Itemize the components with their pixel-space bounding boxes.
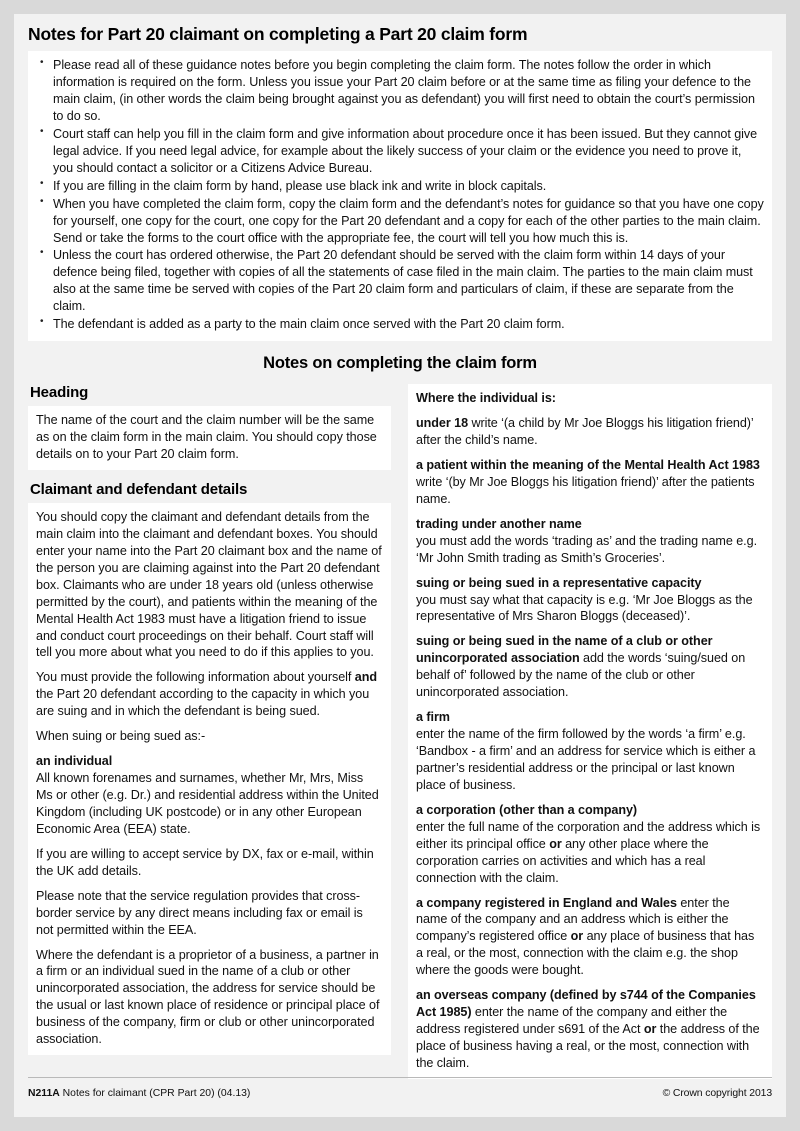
- details-section-title: Claimant and defendant details: [30, 480, 248, 498]
- capacity-entry-term: suing or being sued in a representative capacity: [416, 575, 702, 590]
- spacer: [28, 470, 391, 481]
- capacity-entry-text: you must say what that capacity is e.g. ‘Mr Joe Bloggs as the representative of Mrs Sharon Bloggs (deceased)’.: [416, 592, 753, 624]
- right-intro-text: Where the individual is:: [416, 391, 556, 406]
- details-p2-bold: and: [354, 670, 377, 685]
- details-paragraph-1: You should copy the claimant and defendant details from the main claim into the claimant and defendant boxes. You should enter your name into the Part 20 claimant box and the name of the person you are claiming against into the Part 20 defendant box. Claimants who are under 18 years old (unless otherwise permitted by the court), and patients within the meaning of the Mental Health Act 1983 must have a litigation friend to issue and conduct court proceedings on their behalf. Court staff will tell you more about what you need to do if this applies to you.: [36, 509, 382, 660]
- heading-section-box: [28, 406, 391, 470]
- heading-section-title: Heading: [30, 384, 89, 402]
- left-column: [28, 384, 391, 1055]
- capacity-entry-term-mid: or: [549, 836, 562, 851]
- capacity-entry-term: a corporation (other than a company): [416, 802, 638, 817]
- page-title: Notes for Part 20 claimant on completing a Part 20 claim form: [28, 24, 528, 44]
- list-item: • The defendant is added as a party to the main claim once served with the Part 20 claim form.: [36, 316, 764, 333]
- heading-section-body: The name of the court and the claim number will be the same as on the claim form in the main claim. You should copy those details on to your Part 20 claim form.: [36, 413, 377, 461]
- individual-label: [36, 753, 383, 770]
- capacity-entry-text: write ‘(by Mr Joe Bloggs his litigation friend)’ after the patients name.: [416, 474, 755, 506]
- capacity-entry: [416, 709, 764, 794]
- capacity-entry-term-mid: or: [570, 929, 584, 944]
- capacity-entry-term: a patient within the meaning of the Mental Health Act 1983: [416, 457, 760, 472]
- list-item: • Unless the court has ordered otherwise, the Part 20 defendant should be served with the claim form within 14 days of your defence being filed, together with copies of all the statements of case filed in the main claim. The parties to the main claim must also at the same time be served with copies of the Part 20 claim form and particulars of claim, if these are separate from the claim.: [36, 247, 764, 315]
- capacity-entry-term: a firm: [416, 710, 450, 725]
- capacity-entry: [416, 895, 764, 980]
- details-paragraph-5: If you are willing to accept service by DX, fax or e-mail, within the UK add details.: [36, 846, 374, 878]
- footer-form-code: N211A: [28, 1087, 60, 1099]
- right-intro: [416, 390, 764, 407]
- list-item: • If you are filling in the claim form by hand, please use black ink and write in block capitals.: [36, 178, 764, 195]
- section-banner: Notes on completing the claim form: [263, 354, 537, 373]
- details-p2-post: the Part 20 defendant according to the capacity in which you are suing and in which the defendant is being sued.: [36, 687, 370, 719]
- capacity-entry-text: you must add the words ‘trading as’ and the trading name e.g. ‘Mr John Smith trading as Smith’s Groceries’.: [416, 533, 758, 565]
- capacity-entry: [416, 516, 764, 567]
- guidance-notes-box: [28, 51, 772, 341]
- details-p2-pre: You must provide the following information about yourself: [36, 670, 355, 685]
- capacity-entry-text-2: the address of the place of business having a real, or the most, connection with the claim.: [416, 1022, 760, 1070]
- details-section-box: [28, 503, 391, 1055]
- capacity-entry-text: enter the name of the firm followed by the words ‘a firm’ e.g. ‘Bandbox - a firm’ and an address for service which is either a partner’s residential address or the principal or last known place of business.: [416, 727, 756, 792]
- capacity-entry: [416, 415, 764, 449]
- details-paragraph-7: Where the defendant is a proprietor of a business, a partner in a firm or an individual sued in the name of a club or other unincorporated association, the address for service should be the usual or last known place of residence or principal place of business of the company, firm or club or other unincorporated association.: [36, 947, 380, 1047]
- details-paragraph-4: All known forenames and surnames, whether Mr, Mrs, Miss Ms or other (e.g. Dr.) and residential address within the United Kingdom (including UK postcode) or in any other European Economic Area (EEA) state.: [36, 771, 379, 836]
- individual-label-text: an individual: [36, 754, 113, 769]
- capacity-entry-term-mid: or: [643, 1022, 657, 1037]
- capacity-entry-text-2: any other place where the corporation carries on activities and which has a real connection with the claim.: [416, 836, 709, 885]
- two-column-body: [28, 384, 772, 1079]
- footer-form-reference: [28, 1088, 250, 1099]
- capacity-entry: [416, 457, 764, 508]
- form-page: [14, 14, 786, 1117]
- capacity-entry-text: enter the name of the company and an address which is either the company’s registered office: [416, 895, 730, 944]
- footer-form-title: Notes for claimant (CPR Part 20) (04.13): [62, 1087, 251, 1099]
- capacity-entry-term: under 18: [416, 416, 469, 431]
- individual-capacity-box: [408, 384, 772, 1079]
- details-paragraph-6: Please note that the service regulation provides that cross-border service by any direct means including fax or email is not permitted within the EEA.: [36, 888, 363, 937]
- capacity-entry-text: add the words ‘suing/sued on behalf of’ followed by the name of the club or other unincorporated association.: [416, 651, 746, 700]
- capacity-entry-term: a company registered in England and Wales: [416, 895, 677, 910]
- page-content: [28, 24, 772, 1107]
- capacity-entry: [416, 987, 764, 1072]
- capacity-entry-term: suing or being sued in the name of a club or other unincorporated association: [416, 634, 713, 666]
- capacity-entry-text-2: any place of business that has a real, or the most, connection with the claim e.g. the shop where the goods were bought.: [416, 929, 755, 978]
- capacity-entry-list: [416, 415, 764, 1072]
- capacity-entry-text: write ‘(a child by Mr Joe Bloggs his litigation friend)’ after the child’s name.: [416, 416, 754, 447]
- right-column: [408, 384, 772, 1079]
- guidance-notes-list: [36, 57, 764, 333]
- list-item: • Court staff can help you fill in the claim form and give information about procedure once it has been issued. But they cannot give legal advice. If you need legal advice, for example about the likely success of your claim or the evidence you need to prove it, you should contact a solicitor or a Citizens Advice Bureau.: [36, 126, 764, 177]
- capacity-entry-text: enter the full name of the corporation and the address which is either its principal office: [416, 819, 761, 851]
- capacity-entry-text: enter the name of the company and either the address registered under s691 of the Act: [416, 1005, 728, 1037]
- capacity-entry-term: an overseas company (defined by s744 of the Companies Act 1985): [416, 988, 756, 1020]
- list-item: • Please read all of these guidance notes before you begin completing the claim form. The notes follow the order in which information is required on the form. Unless you issue your Part 20 claim before or at the same time as filing your defence to the main claim, (in other words the claim being brought against you as defendant) you will first need to obtain the court’s permission to do so.: [36, 57, 764, 125]
- capacity-entry: [416, 633, 764, 701]
- details-paragraph-3: When suing or being sued as:-: [36, 729, 206, 744]
- capacity-entry-term: trading under another name: [416, 516, 582, 531]
- capacity-entry: [416, 802, 764, 887]
- footer-copyright: © Crown copyright 2013: [662, 1087, 772, 1099]
- capacity-entry: [416, 575, 764, 626]
- list-item: • When you have completed the claim form, copy the claim form and the defendant’s notes for guidance so that you have one copy for yourself, one copy for the court, one copy for the Part 20 defendant and a copy for each of the other parties to the main claim. Send or take the forms to the court office with the appropriate fee, the court will tell you how much this is.: [36, 196, 764, 247]
- details-paragraph-2: [36, 669, 383, 720]
- page-footer: [28, 1077, 772, 1104]
